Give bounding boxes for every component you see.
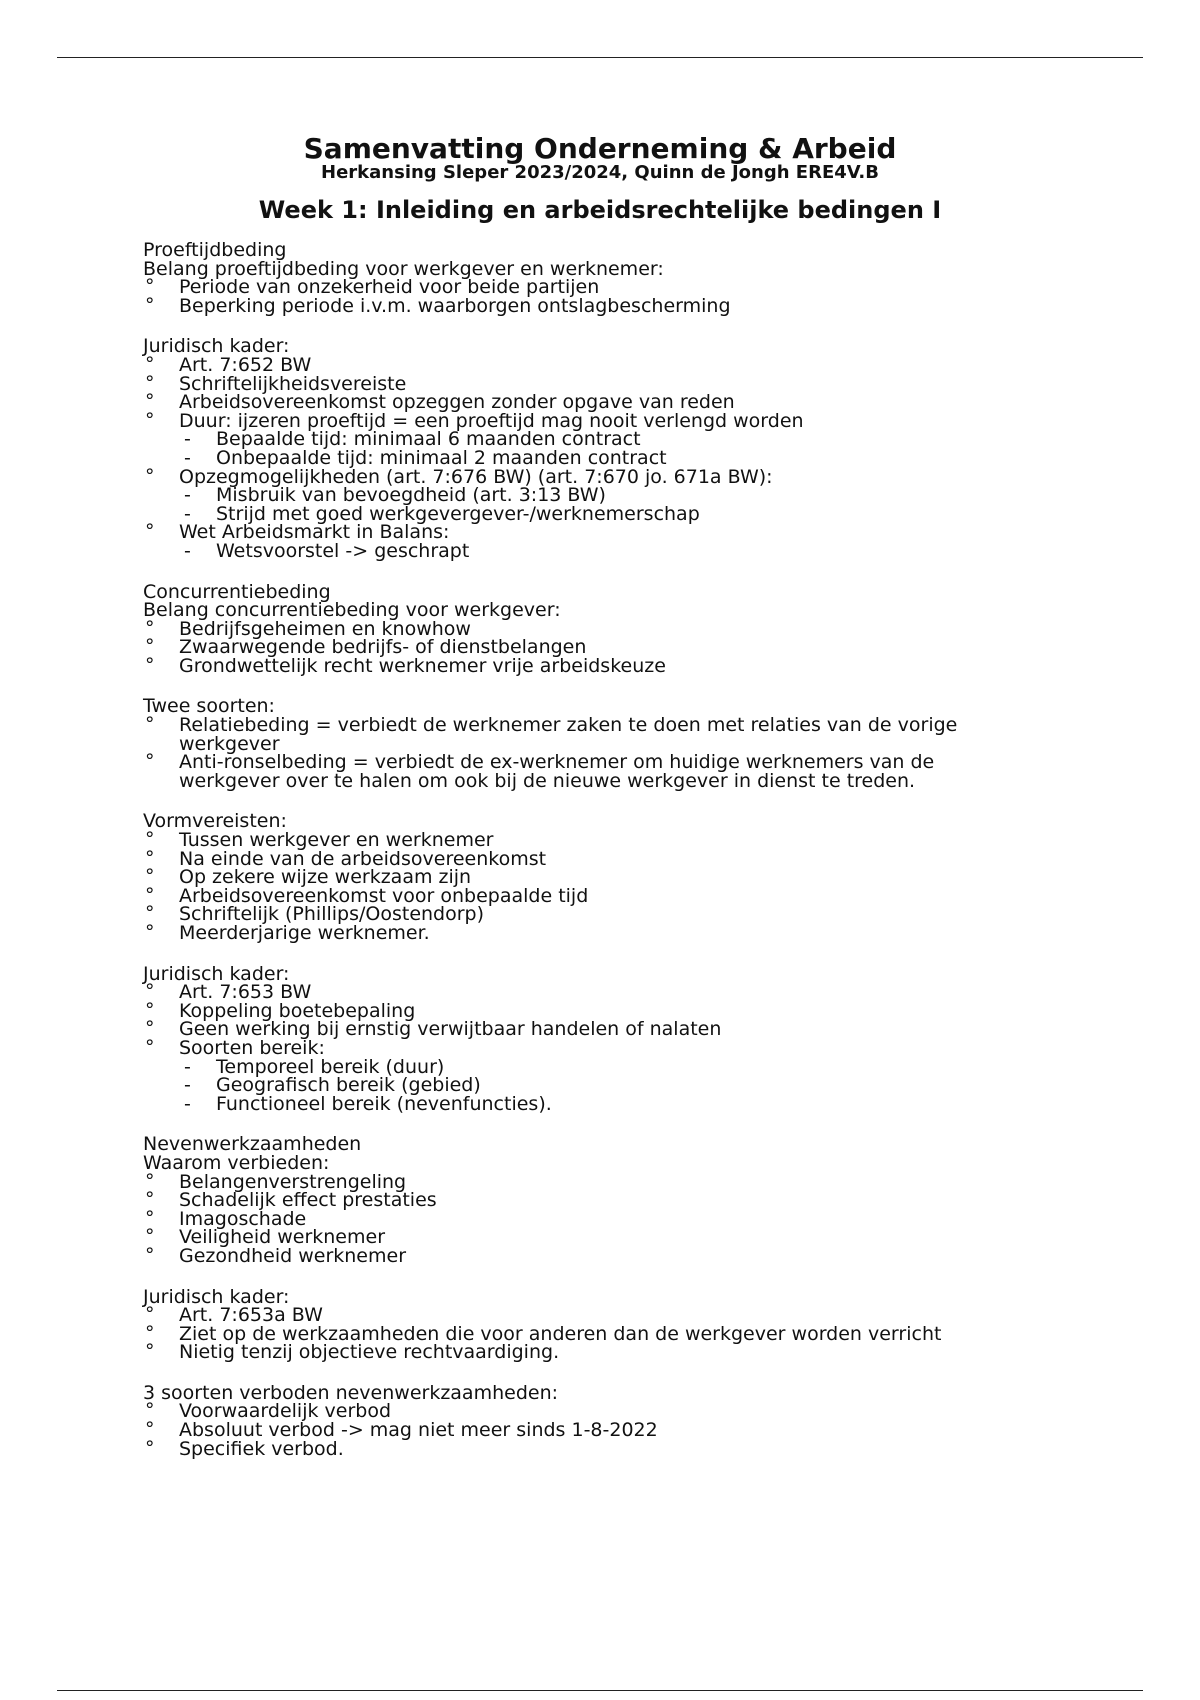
bullet-item: ° Imagoschade: [143, 1210, 1043, 1229]
sub-bullet-item: - Onbepaalde tijd: minimaal 2 maanden contract: [143, 449, 1043, 468]
section-block: [143, 962, 1043, 1115]
bullet-item: ° Wet Arbeidsmarkt in Balans:: [143, 523, 1043, 542]
bullet-item: ° Absoluut verbod -> mag niet meer sinds 1-8-2022: [143, 1421, 1043, 1440]
bullet-item: ° Opzegmogelijkheden (art. 7:676 BW) (art. 7:670 jo. 671a BW):: [143, 468, 1043, 487]
sub-bullet-item: - Geografisch bereik (gebied): [143, 1076, 1043, 1095]
section-heading: Juridisch kader:: [143, 962, 290, 985]
text-line: Waarom verbieden:: [143, 1151, 330, 1174]
bullet-item: ° Anti-ronselbeding = verbiedt de ex-werknemer om huidige werknemers van de: [143, 753, 1043, 772]
bullet-item: ° Gezondheid werknemer: [143, 1247, 1043, 1266]
bullet-item: ° Veiligheid werknemer: [143, 1228, 1043, 1247]
bullet-item: ° Schadelijk effect prestaties: [143, 1191, 1043, 1210]
bullet-continuation: werkgever over te halen om ook bij de nieuwe werkgever in dienst te treden.: [179, 769, 916, 792]
section-heading: Twee soorten:: [143, 695, 275, 718]
bullet-item: ° Op zekere wijze werkzaam zijn: [143, 868, 1043, 887]
text-line: Belang concurrentiebeding voor werkgever:: [143, 599, 561, 622]
bullet-item: ° Belangenverstrengeling: [143, 1173, 1043, 1192]
bullet-item: ° Arbeidsovereenkomst voor onbepaalde tijd: [143, 887, 1043, 906]
sub-bullet-item: - Wetsvoorstel -> geschrapt: [143, 542, 1043, 561]
bullet-item: ° Specifiek verbod.: [143, 1440, 1043, 1459]
sub-bullet-item: - Temporeel bereik (duur): [143, 1058, 1043, 1077]
section-block: [143, 1285, 1043, 1364]
bullet-item: ° Ziet op de werkzaamheden die voor anderen dan de werkgever worden verricht: [143, 1325, 1043, 1344]
document-body: [143, 241, 1043, 1480]
section-block: [143, 1381, 1043, 1460]
bullet-item: ° Duur: ijzeren proeftijd = een proeftijd mag nooit verlengd worden: [143, 412, 1043, 431]
section-block: [143, 1135, 1043, 1265]
sub-bullet-item: - Strijd met goed werkgevergever-/werknemerschap: [143, 505, 1043, 524]
top-rule: [57, 57, 1143, 58]
bullet-item: ° Schriftelijkheidsvereiste: [143, 375, 1043, 394]
bullet-item: ° Tussen werkgever en werknemer: [143, 831, 1043, 850]
bullet-item: ° Zwaarwegende bedrijfs- of dienstbelangen: [143, 638, 1043, 657]
sub-bullet-item: - Bepaalde tijd: minimaal 6 maanden contract: [143, 430, 1043, 449]
section-heading: 3 soorten verboden nevenwerkzaamheden:: [143, 1381, 559, 1404]
section-heading: Juridisch kader:: [143, 1285, 290, 1308]
bullet-item: ° Geen werking bij ernstig verwijtbaar handelen of nalaten: [143, 1020, 1043, 1039]
week-heading: Week 1: Inleiding en arbeidsrechtelijke bedingen I: [258, 196, 942, 224]
bullet-item: ° Bedrijfsgeheimen en knowhow: [143, 620, 1043, 639]
section-block: [143, 337, 1043, 560]
bullet-item: ° Meerderjarige werknemer.: [143, 924, 1043, 943]
sub-bullet-item: - Misbruik van bevoegdheid (art. 3:13 BW): [143, 486, 1043, 505]
bullet-item: ° Art. 7:652 BW: [143, 356, 1043, 375]
bullet-item: ° Schriftelijk (Phillips/Oostendorp): [143, 905, 1043, 924]
section-block: [143, 241, 1043, 315]
section-heading: Juridisch kader:: [143, 335, 290, 358]
bullet-item: ° Art. 7:653 BW: [143, 983, 1043, 1002]
bullet-item: ° Arbeidsovereenkomst opzeggen zonder opgave van reden: [143, 393, 1043, 412]
bottom-rule: [57, 1690, 1143, 1691]
document-header: [0, 134, 1200, 224]
section-heading: Concurrentiebeding: [143, 580, 331, 603]
bullet-item: ° Soorten bereik:: [143, 1039, 1043, 1058]
section-block: [143, 812, 1043, 942]
bullet-item: ° Art. 7:653a BW: [143, 1306, 1043, 1325]
bullet-item: ° Koppeling boetebepaling: [143, 1002, 1043, 1021]
section-heading: Nevenwerkzaamheden: [143, 1133, 362, 1156]
bullet-item: ° Na einde van de arbeidsovereenkomst: [143, 850, 1043, 869]
bullet-item: ° Beperking periode i.v.m. waarborgen ontslagbescherming: [143, 297, 1043, 316]
section-block: [143, 697, 1043, 790]
section-block: [143, 580, 1043, 677]
section-heading: Proeftijdbeding: [143, 239, 287, 261]
text-line: Belang proeftijdbeding voor werkgever en werknemer:: [143, 257, 664, 280]
bullet-item: ° Grondwettelijk recht werknemer vrije arbeidskeuze: [143, 657, 1043, 676]
bullet-item: ° Periode van onzekerheid voor beide partijen: [143, 278, 1043, 297]
bullet-item: ° Voorwaardelijk verbod: [143, 1402, 1043, 1421]
document-subtitle: Herkansing Sleper 2023/2024, Quinn de Jongh ERE4V.B: [321, 162, 879, 183]
bullet-item: ° Nietig tenzij objectieve rechtvaardiging.: [143, 1343, 1043, 1362]
document-title: Samenvatting Onderneming & Arbeid: [303, 132, 897, 165]
section-heading: Vormvereisten:: [143, 810, 287, 833]
bullet-continuation: werkgever: [179, 732, 280, 755]
bullet-item: ° Relatiebeding = verbiedt de werknemer zaken te doen met relaties van de vorige: [143, 716, 1043, 735]
sub-bullet-item: - Functioneel bereik (nevenfuncties).: [143, 1095, 1043, 1114]
